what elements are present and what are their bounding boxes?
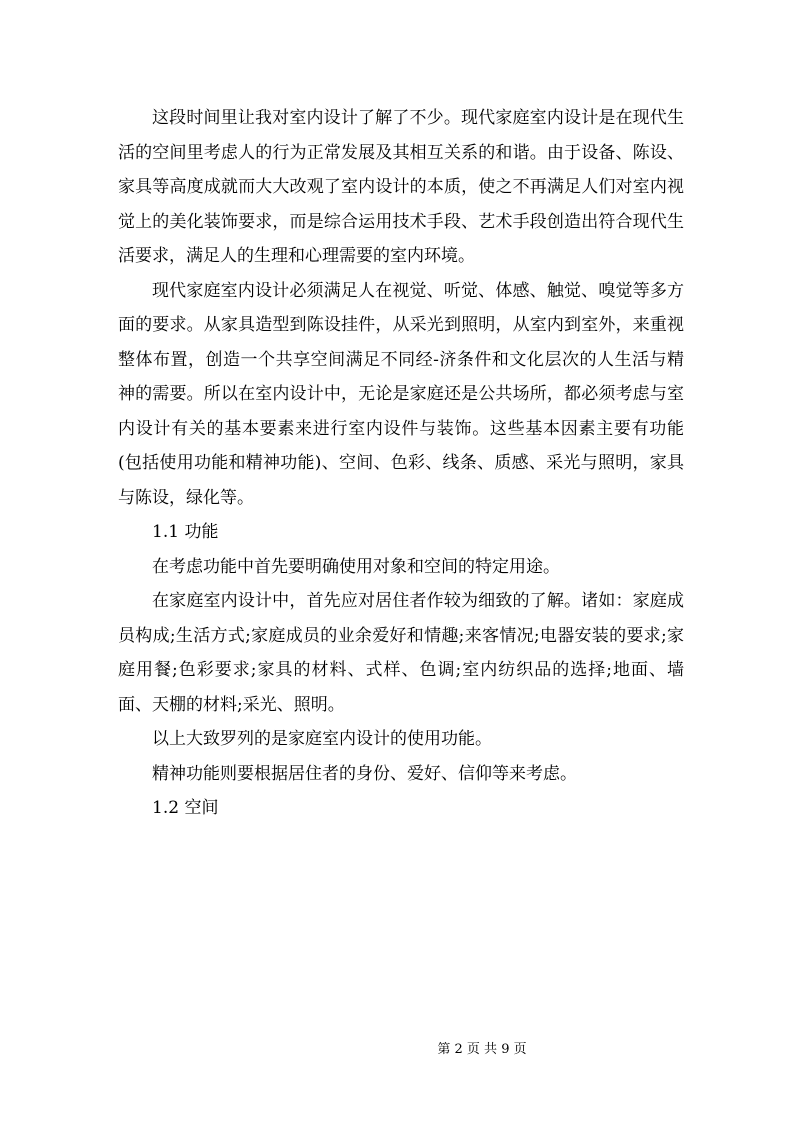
page-number-footer: 第 2 页 共 9 页 bbox=[437, 1042, 527, 1057]
body-paragraph-4: 在家庭室内设计中，首先应对居住者作较为细致的了解。诸如：家庭成员构成;生活方式;家庭成员的业余爱好和情趣;来客情况;电器安装的要求;家庭用餐;色彩要求;家具的材料、式样、色调;室内纺织品的选择;地面、墙面、天棚的材料;采光、照明。 bbox=[118, 591, 684, 715]
document-body bbox=[118, 101, 684, 826]
body-paragraph-2: 现代家庭室内设计必须满足人在视觉、听觉、体感、触觉、嗅觉等多方面的要求。从家具造型到陈设挂件，从采光到照明，从室内到室外，来重视整体布置，创造一个共享空间满足不同经-济条件和文化层次的人生活与精神的需要。所以在室内设计中，无论是家庭还是公共场所，都必须考虑与室内设计有关的基本要素来进行室内设件与装饰。这些基本因素主要有功能(包括使用功能和精神功能)、空间、色彩、线条、质感、采光与照明，家具与陈设，绿化等。 bbox=[118, 280, 684, 508]
body-paragraph-3: 在考虑功能中首先要明确使用对象和空间的特定用途。 bbox=[152, 556, 560, 577]
section-heading-function: 1.1 功能 bbox=[152, 522, 219, 542]
body-paragraph-5: 以上大致罗列的是家庭室内设计的使用功能。 bbox=[152, 729, 492, 749]
body-paragraph-6: 精神功能则要根据居住者的身份、爱好、信仰等来考虑。 bbox=[152, 763, 577, 784]
section-heading-space: 1.2 空间 bbox=[152, 798, 219, 818]
body-paragraph-1: 这段时间里让我对室内设计了解了不少。现代家庭室内设计是在现代生活的空间里考虑人的行为正常发展及其相互关系的和谐。由于设备、陈设、家具等高度成就而大大改观了室内设计的本质，使之不再满足人们对室内视觉上的美化装饰要求，而是综合运用技术手段、艺术手段创造出符合现代生活要求，满足人的生理和心理需要的室内环境。 bbox=[118, 108, 684, 266]
